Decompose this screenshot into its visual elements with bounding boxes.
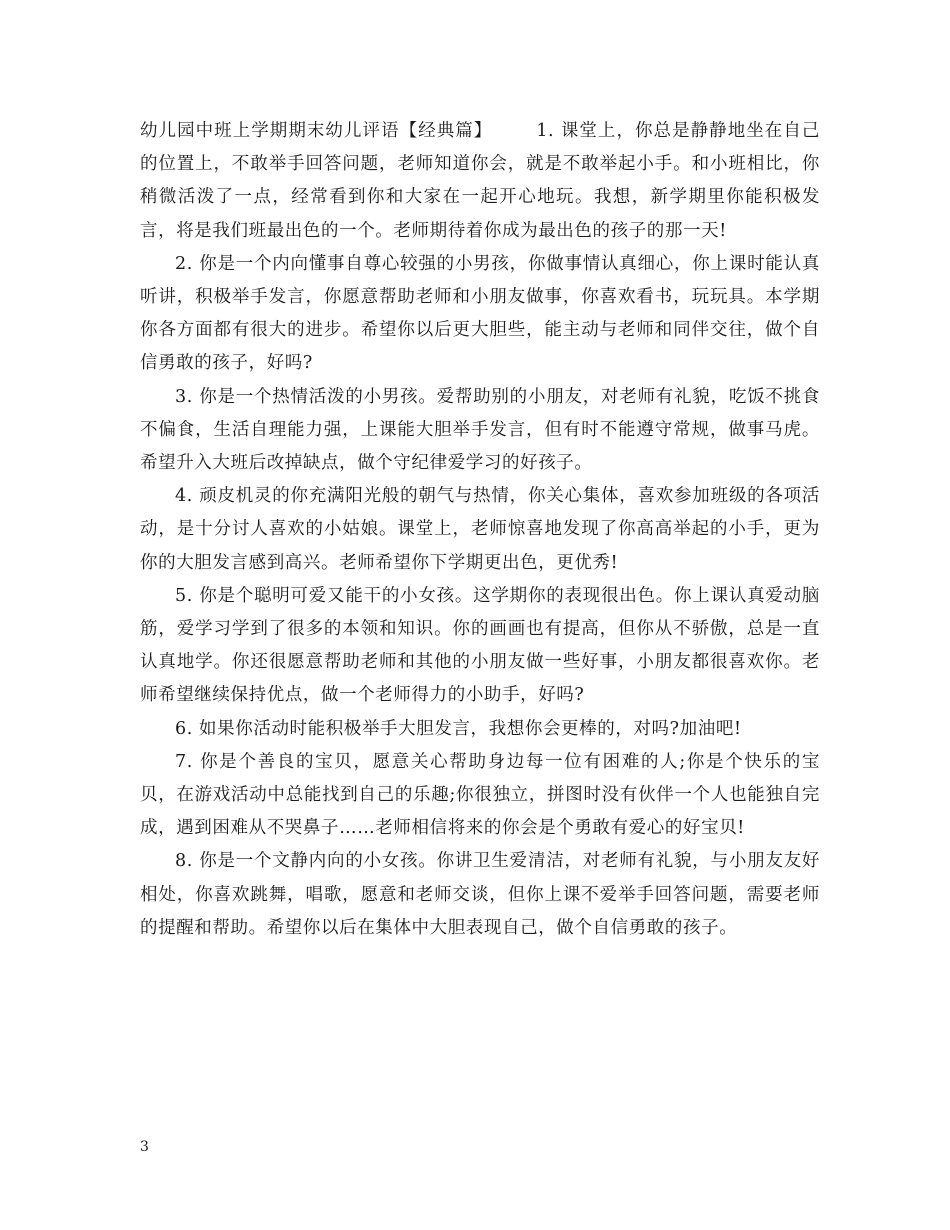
comment-item-8: 8. 你是一个文静内向的小女孩。你讲卫生爱清洁，对老师有礼貌，与小朋友友好相处，你喜欢跳舞，唱歌，愿意和老师交谈，但你上课不爱举手回答问题，需要老师的提醒和帮助。希望你以后在集体中大胆表现自己，做个自信勇敢的孩子。 bbox=[140, 851, 820, 938]
comment-item-1: 1. 课堂上，你总是静静地坐在自己的位置上，不敢举手回答问题，老师知道你会，就是不敢举起小手。和小班相比，你稍微活泼了一点，经常看到你和大家在一起开心地玩。我想，新学期里你能积极发言，将是我们班最出色的一个。老师期待着你成为最出色的孩子的那一天! bbox=[140, 121, 820, 241]
comment-item-3: 3. 你是一个热情活泼的小男孩。爱帮助别的小朋友，对老师有礼貌，吃饭不挑食不偏食，生活自理能力强，上课能大胆举手发言，但有时不能遵守常规，做事马虎。希望升入大班后改掉缺点，做个守纪律爱学习的好孩子。 bbox=[140, 386, 820, 474]
comment-item-2: 2. 你是一个内向懂事自尊心较强的小男孩，你做事情认真细心，你上课时能认真听讲，积极举手发言，你愿意帮助老师和小朋友做事，你喜欢看书，玩玩具。本学期你各方面都有很大的进步。希望你以后更大胆些，能主动与老师和同伴交往，做个自信勇敢的孩子，好吗? bbox=[140, 253, 820, 374]
document-title: 幼儿园中班上学期期末幼儿评语【经典篇】 bbox=[140, 121, 493, 141]
comment-item-7: 7. 你是个善良的宝贝，愿意关心帮助身边每一位有困难的人;你是个快乐的宝贝，在游戏活动中总能找到自己的乐趣;你很独立，拼图时没有伙伴一个人也能独自完成，遇到困难从不哭鼻子……老师相信将来的你会是个勇敢有爱心的好宝贝! bbox=[140, 751, 820, 839]
page-number: 3 bbox=[140, 1139, 149, 1155]
comment-item-6: 6. 如果你活动时能积极举手大胆发言，我想你会更棒的，对吗?加油吧! bbox=[175, 718, 742, 739]
comment-item-4: 4. 顽皮机灵的你充满阳光般的朝气与热情，你关心集体，喜欢参加班级的各项活动，是十分讨人喜欢的小姑娘。课堂上，老师惊喜地发现了你高高举起的小手，更为你的大胆发言感到高兴。老师希望你下学期更出色，更优秀! bbox=[140, 486, 820, 573]
first-paragraph bbox=[140, 115, 820, 248]
comment-item-5: 5. 你是个聪明可爱又能干的小女孩。这学期你的表现很出色。你上课认真爱动脑筋，爱学习学到了很多的本领和知识。你的画画也有提高，但你从不骄傲，总是一直认真地学。你还很愿意帮助老师和其他的小朋友做一些好事，小朋友都很喜欢你。老师希望继续保持优点，做一个老师得力的小助手，好吗? bbox=[140, 585, 820, 706]
document-body bbox=[140, 115, 820, 945]
